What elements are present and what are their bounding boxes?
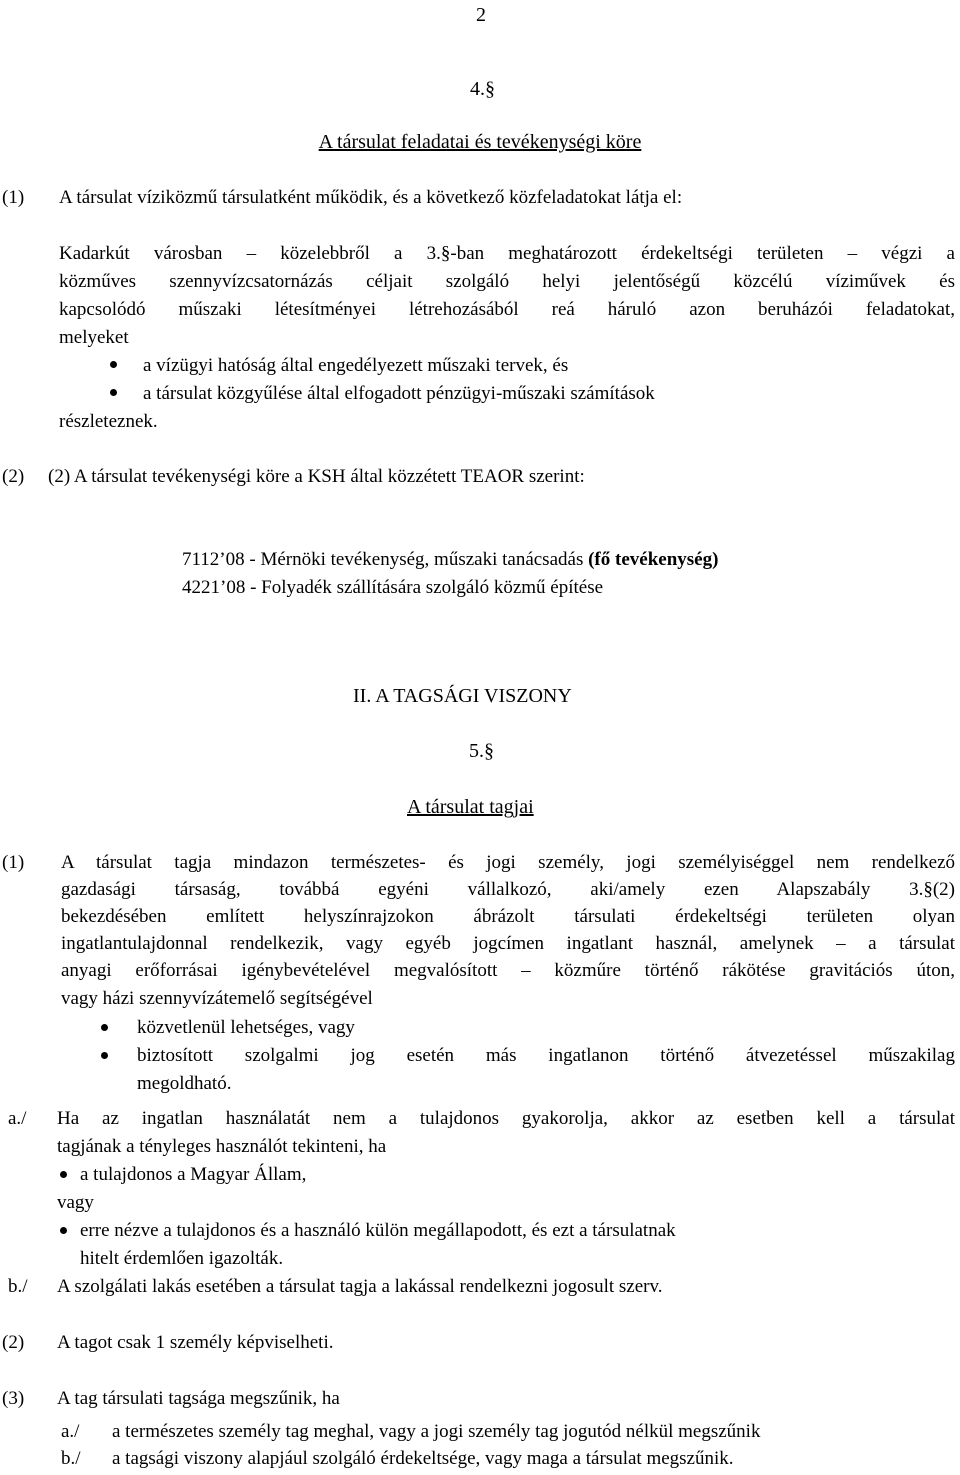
sec5-p1-bullet-2-line-1: biztosított szolgalmi jog esetén más ingatlanon történő átvezetéssel műszakilag <box>137 1045 955 1066</box>
sec5-p2-number: (2) <box>2 1332 25 1353</box>
sec5-p2-text: A tagot csak 1 személy képviselheti. <box>57 1332 334 1353</box>
sec4-p1-text: A társulat víziközmű társulatként működik, és a következő közfeladatokat látja el: <box>59 187 683 208</box>
bullet-icon <box>110 389 117 396</box>
sec5-a-line-1: Ha az ingatlan használatát nem a tulajdonos gyakorolja, akkor az esetben kell a társulat <box>57 1108 955 1129</box>
sec4-bullet-2: a társulat közgyűlése által elfogadott pénzügyi-műszaki számítások <box>143 383 655 404</box>
sec4-p2-number: (2) <box>2 466 25 487</box>
sec5-p3-a-text: a természetes személy tag meghal, vagy a jogi személy tag jogutód nélkül megszűnik <box>112 1421 761 1442</box>
sec5-p1-line-1: A társulat tagja mindazon természetes- és jogi személy, jogi személyiséggel nem rendelkező <box>61 852 955 873</box>
sec5-p3-number: (3) <box>2 1388 25 1409</box>
sec5-a-bullet-2-line-2: hitelt érdemlően igazolták. <box>80 1248 284 1269</box>
sec5-a-bullet-1: a tulajdonos a Magyar Állam, <box>80 1164 307 1185</box>
bullet-icon <box>110 361 117 368</box>
teaor-main-activity: (fő tevékenység) <box>588 549 719 570</box>
bullet-icon <box>60 1171 67 1178</box>
sec5-p1-number: (1) <box>2 852 25 873</box>
sec5-a-line-2: tagjának a tényleges használót tekinteni, ha <box>57 1136 387 1157</box>
section-5-number: 5.§ <box>469 740 494 762</box>
sec5-p3-a-label: a./ <box>61 1421 80 1442</box>
sec5-p1-line-6: vagy házi szennyvízátemelő segítségével <box>61 988 373 1009</box>
sec5-p1-line-2: gazdasági társaság, továbbá egyéni vállalkozó, aki/amely ezen Alapszabály 3.§(2) <box>61 879 955 900</box>
section-5-title: A társulat tagjai <box>407 796 534 818</box>
sec5-a-or: vagy <box>57 1192 94 1213</box>
sec5-a-bullet-2-line-1: erre nézve a tulajdonos és a használó külön megállapodott, és ezt a társulatnak <box>80 1220 676 1241</box>
sec5-p1-bullet-2-line-2: megoldható. <box>137 1073 232 1094</box>
sec4-p2-text: (2) A társulat tevékenységi köre a KSH által közzétett TEAOR szerint: <box>48 466 585 487</box>
sec5-p1-line-4: ingatlantulajdonnal rendelkezik, vagy egyéb jogcímen ingatlant használ, amelynek – a társulat <box>61 933 955 954</box>
teaor-line-1 <box>182 547 718 573</box>
bullet-icon <box>60 1227 67 1234</box>
sec5-a-label: a./ <box>8 1108 27 1129</box>
sec5-p3-b-text: a tagsági viszony alapjául szolgáló érdekeltsége, vagy maga a társulat megszűnik. <box>112 1448 734 1469</box>
sec5-b-label: b./ <box>8 1276 28 1297</box>
page-number: 2 <box>476 4 486 26</box>
teaor-line-1-text: 7112’08 - Mérnöki tevékenység, műszaki tanácsadás <box>182 549 584 570</box>
sec5-p3-b-label: b./ <box>61 1448 81 1469</box>
chapter-title: II. A TAGSÁGI VISZONY <box>353 685 572 707</box>
sec4-closing: részleteznek. <box>59 411 158 432</box>
sec5-b-text: A szolgálati lakás esetében a társulat tagja a lakással rendelkezni jogosult szerv. <box>57 1276 663 1297</box>
sec5-p1-bullet-1: közvetlenül lehetséges, vagy <box>137 1017 355 1038</box>
sec4-p1-number: (1) <box>2 187 25 208</box>
sec4-body-line-3: kapcsolódó műszaki létesítményei létrehozásából reá háruló azon beruházói feladatokat, <box>59 299 955 320</box>
sec5-p1-line-3: bekezdésében említett helyszínrajzokon ábrázolt társulati érdekeltségi területen olyan <box>61 906 955 927</box>
bullet-icon <box>101 1024 108 1031</box>
sec4-body-line-4: melyeket <box>59 327 129 348</box>
sec4-body-line-1: Kadarkút városban – közelebbről a 3.§-ban meghatározott érdekeltségi területen – végzi a <box>59 243 955 264</box>
bullet-icon <box>101 1052 108 1059</box>
sec4-bullet-1: a vízügyi hatóság által engedélyezett műszaki tervek, és <box>143 355 569 376</box>
sec4-body-line-2: közműves szennyvízcsatornázás céljait szolgáló helyi jelentőségű közcélú víziművek és <box>59 271 955 292</box>
sec5-p3-text: A tag társulati tagsága megszűnik, ha <box>57 1388 340 1409</box>
section-4-title: A társulat feladatai és tevékenységi köre <box>318 131 642 153</box>
teaor-line-2: 4221’08 - Folyadék szállítására szolgáló közmű építése <box>182 577 604 598</box>
section-4-number: 4.§ <box>470 78 495 100</box>
sec5-p1-line-5: anyagi erőforrásai igénybevételével megvalósított – közműre történő rákötése gravitációs úton, <box>61 960 955 981</box>
